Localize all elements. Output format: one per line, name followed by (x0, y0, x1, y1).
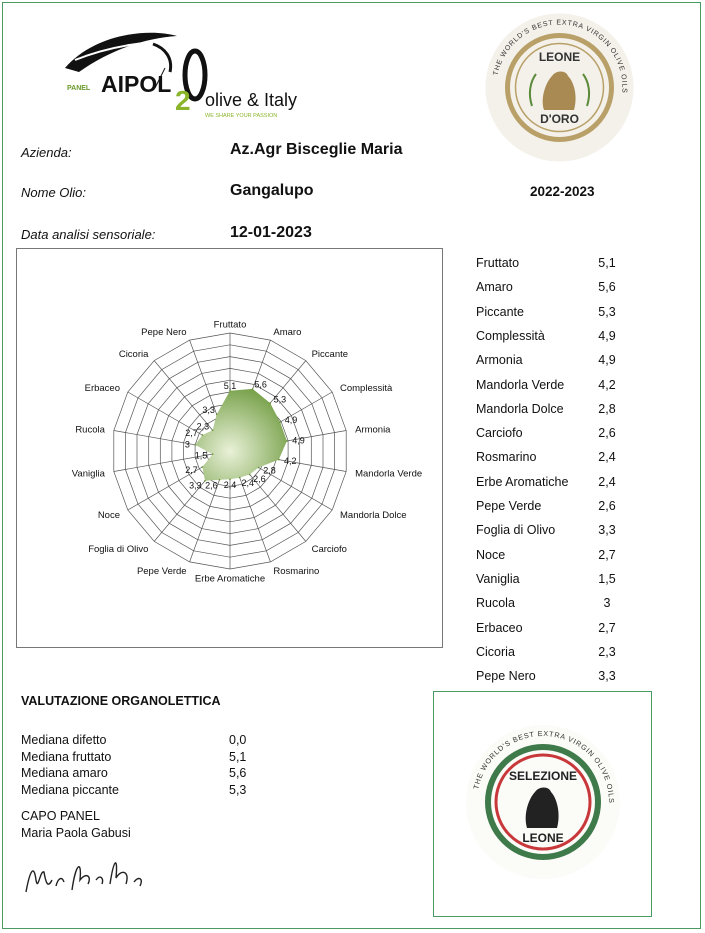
score-name: Armonia (476, 353, 523, 368)
radar-point (202, 466, 204, 468)
radar-value-label: 2,7 (185, 465, 198, 476)
score-value: 4,9 (598, 328, 616, 343)
evaluation-label: Mediana piccante (21, 782, 119, 797)
radar-category-label: Armonia (355, 424, 391, 436)
radar-value-label: 3,3 (202, 404, 215, 415)
radar-category-label: Noce (97, 510, 120, 521)
radar-value-label: 4,9 (284, 414, 298, 425)
score-name: Cicoria (476, 644, 515, 659)
radar-category-label: Rosmarino (273, 565, 320, 577)
score-name: Rucola (476, 596, 515, 611)
radar-value-label: 5,3 (273, 394, 287, 405)
radar-point (212, 453, 214, 455)
score-value: 2,3 (598, 644, 616, 659)
analysis-date: 12-01-2023 (230, 224, 312, 241)
radar-category-label: Vaniglia (71, 468, 105, 480)
oil-label: Nome Olio: (21, 185, 87, 200)
radar-value-label: 5,1 (223, 381, 237, 391)
evaluation-label: Mediana fruttato (21, 749, 112, 764)
radar-category-label: Piccante (311, 349, 349, 361)
radar-point (212, 429, 214, 431)
radar-point (258, 467, 260, 469)
panel-head-name: Maria Paola Gabusi (21, 826, 131, 840)
signature (22, 850, 152, 905)
score-name: Erbe Aromatiche (476, 474, 569, 489)
radar-point (202, 434, 204, 436)
score-name: Amaro (476, 280, 513, 295)
radar-chart-frame (16, 248, 443, 648)
radar-value-label: 2,4 (223, 480, 237, 491)
score-value: 2,6 (598, 426, 616, 441)
evaluation-label: Mediana difetto (21, 733, 107, 747)
oil-name: Gangalupo (230, 182, 314, 199)
score-value: 2,4 (598, 450, 616, 465)
svg-text:D'ORO: D'ORO (540, 112, 579, 126)
radar-point (252, 388, 254, 390)
score-name: Pepe Nero (476, 669, 536, 684)
radar-value-label: 2,8 (263, 465, 276, 476)
aipol-logo (55, 28, 305, 123)
svg-text:LEONE: LEONE (522, 831, 564, 845)
svg-text:olive & Italy: olive & Italy (205, 90, 298, 110)
radar-value-label: 1,5 (194, 450, 208, 461)
radar-value-label: 3 (184, 439, 190, 450)
season: 2022-2023 (530, 184, 595, 199)
evaluation-value: 0,0 (229, 733, 247, 747)
score-value: 2,7 (598, 547, 616, 562)
radar-value-label: 2,3 (196, 421, 210, 432)
score-value: 2,6 (598, 499, 616, 513)
svg-text:WE SHARE YOUR PASSION: WE SHARE YOUR PASSION (205, 113, 278, 119)
radar-category-label: Fruttato (213, 319, 247, 331)
score-value: 1,5 (598, 571, 616, 586)
score-value: 5,1 (598, 256, 616, 270)
score-name: Noce (476, 547, 506, 562)
radar-category-label: Pepe Nero (141, 327, 187, 339)
score-value: 4,9 (598, 353, 616, 368)
score-name: Piccante (476, 304, 524, 319)
score-name: Fruttato (476, 256, 520, 270)
score-value: 5,3 (598, 304, 616, 319)
svg-text:THE WORLD'S BEST EXTRA VIRGIN: THE WORLD'S BEST EXTRA VIRGIN OLIVE OILS (492, 19, 628, 94)
analysis-date-label: Data analisi sensoriale: (21, 227, 156, 242)
score-name: Pepe Verde (476, 499, 542, 513)
score-value: 2,4 (598, 474, 616, 489)
radar-point (249, 474, 251, 476)
radar-chart (17, 249, 442, 647)
radar-value-label: 4,2 (284, 456, 297, 466)
radar-category-label: Cicoria (118, 349, 149, 361)
company-name: Az.Agr Bisceglie Maria (230, 141, 403, 158)
svg-text:SELEZIONE: SELEZIONE (508, 769, 578, 783)
radar-value-label: 4,9 (292, 435, 305, 446)
radar-value-label: 2,4 (241, 478, 255, 489)
radar-point (239, 477, 241, 479)
radar-point (216, 414, 218, 416)
leone-doro-seal (482, 10, 637, 165)
radar-category-label: Foglia di Olivo (88, 543, 149, 555)
score-name: Mandorla Verde (476, 377, 565, 392)
radar-point (286, 440, 288, 442)
panel-head-label: CAPO PANEL (21, 809, 100, 823)
radar-point (279, 421, 281, 423)
svg-text:LEONE: LEONE (538, 50, 581, 64)
score-name: Complessità (476, 328, 545, 343)
radar-value-label: 3,3 (189, 480, 202, 491)
score-value: 3,3 (598, 523, 616, 538)
company-label: Azienda: (21, 145, 72, 160)
selezione-seal-box (433, 691, 652, 917)
score-name: Erbaceo (476, 620, 523, 635)
radar-value-label: 5,6 (254, 379, 267, 390)
radar-category-label: Complessità (340, 383, 393, 394)
evaluation-title: VALUTAZIONE ORGANOLETTICA (21, 694, 221, 708)
svg-text:AIPOL: AIPOL (101, 71, 172, 97)
svg-text:PANEL: PANEL (67, 85, 91, 92)
score-name: Rosmarino (476, 450, 537, 465)
radar-point (219, 479, 221, 481)
score-name: Carciofo (476, 426, 523, 441)
radar-category-label: Rucola (75, 424, 105, 436)
radar-point (194, 444, 196, 446)
evaluation-value: 5,6 (229, 766, 247, 780)
score-value: 5,6 (598, 280, 616, 295)
score-value: 4,2 (598, 377, 616, 392)
score-value: 3,3 (598, 669, 616, 684)
radar-category-label: Erbe Aromatiche (194, 573, 266, 585)
score-name: Foglia di Olivo (476, 523, 556, 538)
score-value: 2,8 (598, 401, 616, 416)
score-value: 2,7 (598, 620, 616, 635)
radar-category-label: Amaro (273, 327, 302, 339)
score-name: Vaniglia (476, 571, 520, 586)
olive-leaf-shape (65, 33, 177, 72)
radar-point (269, 402, 271, 404)
svg-text:THE WORLD'S BEST EXTRA VIRGIN: THE WORLD'S BEST EXTRA VIRGIN OLIVE OILS (471, 728, 617, 804)
radar-point (278, 459, 280, 461)
radar-category-label: Mandorla Dolce (340, 510, 407, 521)
radar-category-label: Pepe Verde (136, 565, 187, 577)
svg-text:2: 2 (175, 85, 191, 116)
radar-value-label: 2,6 (253, 474, 266, 485)
radar-category-label: Erbaceo (84, 383, 120, 394)
radar-value-label: 2,6 (205, 480, 218, 491)
evaluation-value: 5,1 (229, 749, 247, 764)
score-value: 3 (603, 596, 611, 611)
selezione-leone-seal (463, 722, 623, 882)
evaluation-label: Mediana amaro (21, 766, 108, 780)
radar-value-label: 2,7 (185, 427, 198, 438)
score-name: Mandorla Dolce (476, 401, 564, 416)
evaluation-value: 5,3 (229, 782, 247, 797)
radar-category-label: Carciofo (311, 543, 347, 555)
radar-category-label: Mandorla Verde (355, 468, 423, 480)
